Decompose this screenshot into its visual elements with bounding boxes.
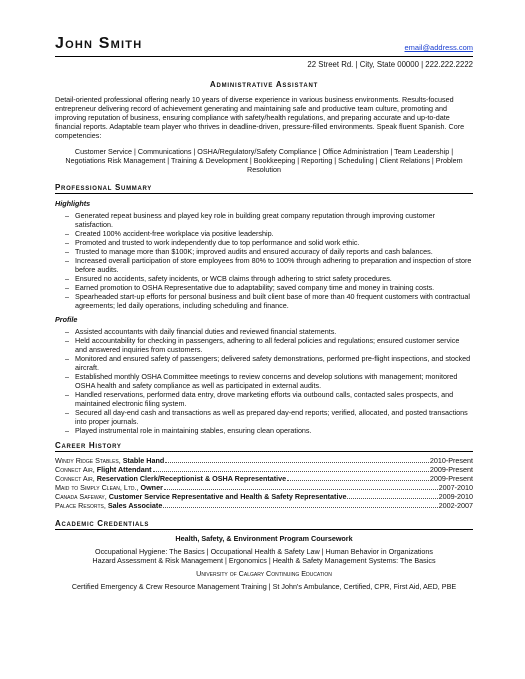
job-entry (55, 474, 473, 483)
job-org: Windy Ridge Stables, (55, 456, 121, 465)
job-role: Owner (140, 483, 163, 492)
dot-leader (165, 462, 429, 463)
job-role: Customer Service Representative and Health & Safety Representative (108, 492, 347, 501)
email-link[interactable]: email@address.com (404, 43, 473, 52)
list-item: – Established monthly OSHA Committee meetings to review concerns and develop solutions with management; monitored OSHA health and safety compliance as well as participated in external audits. (65, 372, 473, 390)
job-role: Flight Attendant (96, 465, 152, 474)
name-heading: John Smith (55, 35, 143, 52)
list-item: – Spearheaded start-up efforts for personal business and built client base of more than 40 frequent customers with contractual agreements; led daily operations, including scheduling and finance. (65, 292, 473, 310)
highlights-heading: Highlights (55, 199, 91, 208)
list-item: – Ensured no accidents, safety incidents, or WCB claims through adhering to strict safety procedures. (65, 274, 473, 283)
dot-leader (287, 480, 429, 481)
contact-line: 22 Street Rd. | City, State 00000 | 222.222.2222 (307, 60, 473, 69)
list-item: – Secured all day-end cash and transactions as well as prepared day-end reports; verified, allocated, and posted transactions into proper journals. (65, 408, 473, 426)
job-dates: 2007-2010 (438, 483, 473, 492)
job-org: Connect Air, (55, 474, 95, 483)
list-item: – Increased overall participation of store employees from 80% to 100% through adhering to preparation and inspection of store before audits. (65, 256, 473, 274)
job-role: Stable Hand (122, 456, 165, 465)
section-career-history: Career History (55, 441, 473, 452)
job-role: Reservation Clerk/Receptionist & OSHA Representative (96, 474, 287, 483)
summary-paragraph: Detail-oriented professional offering nearly 10 years of diverse experience in various business environments. Results-focused entrepreneur delivering record of achievement generating and maintaining safe and productive team culture, promoting and improving reputation of business, ensuring compliance with safety/health regulations, and preparing accurate and up-to-date financial reports. Adaptable team player who thrives in deadline-driven, pressure-filled environments. Speak fluent Spanish. Core competencies: (55, 95, 465, 140)
dot-leader (347, 498, 437, 499)
job-entry (55, 465, 473, 474)
courses-line: Occupational Hygiene: The Basics | Occupational Health & Safety Law | Human Behavior in Organizations (95, 547, 433, 556)
section-professional-summary: Professional Summary (55, 183, 473, 194)
job-entry (55, 501, 473, 510)
job-dates: 2009-Present (429, 465, 473, 474)
job-org: Palace Resorts, (55, 501, 106, 510)
dot-leader (163, 507, 437, 508)
section-academic-credentials: Academic Credentials (55, 519, 473, 530)
certifications: Certified Emergency & Crew Resource Management Training | St John's Ambulance, Certified, CPR, First Aid, AED, PBE (71, 582, 457, 591)
dot-leader (164, 489, 438, 490)
highlights-list (55, 211, 473, 310)
list-item: – Trusted to manage more than $100K; improved audits and ensured accuracy of daily reports and cash balances. (65, 247, 473, 256)
school-name: University of Calgary Continuing Education (196, 569, 332, 578)
job-org: Maid to Simply Clean, Ltd., (55, 483, 139, 492)
job-dates: 2010-Present (429, 456, 473, 465)
job-entry (55, 492, 473, 501)
job-dates: 2002-2007 (438, 501, 473, 510)
list-item: – Created 100% accident-free workplace via positive leadership. (65, 229, 473, 238)
job-org: Canada Safeway, (55, 492, 107, 501)
list-item: – Generated repeat business and played key role in building great company reputation through improving customer satisfaction. (65, 211, 473, 229)
list-item: – Monitored and ensured safety of passengers; delivered safety demonstrations, performed pre-flight inspections, and stocked aircraft. (65, 354, 473, 372)
job-role: Sales Associate (107, 501, 163, 510)
list-item: – Earned promotion to OSHA Representative due to adaptability; saved company time and money in training costs. (65, 283, 473, 292)
header-rule (55, 56, 473, 57)
job-dates: 2009-Present (429, 474, 473, 483)
list-item: – Held accountability for checking in passengers, adhering to all federal policies and regulations; ensured customer service and answered inquiries from customers. (65, 336, 473, 354)
list-item: – Promoted and trusted to work independently due to top performance and solid work ethic. (65, 238, 473, 247)
list-item: – Handled reservations, performed data entry, drove marketing efforts via outbound calls, contacted sales prospects, and maintained electronic filing system. (65, 390, 473, 408)
list-item: – Assisted accountants with daily financial duties and reviewed financial statements. (65, 327, 473, 336)
job-org: Connect Air, (55, 465, 95, 474)
profile-heading: Profile (55, 315, 78, 324)
resume-body (55, 80, 473, 591)
dot-leader (153, 471, 429, 472)
job-entry (55, 456, 473, 465)
competencies: Customer Service | Communications | OSHA/Regulatory/Safety Compliance | Office Administration | Team Leadership | Negotiations Risk Management | Training & Development | Bookkeeping | Reporting | Scheduling | Client Relations | Problem Resolution (65, 147, 463, 174)
profile-list (55, 327, 473, 435)
job-title: Administrative Assistant (209, 80, 319, 89)
program-title: Health, Safety, & Environment Program Coursework (175, 534, 353, 543)
courses-line: Hazard Assessment & Risk Management | Ergonomics | Health & Safety Management Systems: The Basics (92, 556, 436, 565)
job-dates: 2009-2010 (438, 492, 473, 501)
list-item: – Played instrumental role in maintaining stables, ensuring clean operations. (65, 426, 473, 435)
job-entry (55, 483, 473, 492)
